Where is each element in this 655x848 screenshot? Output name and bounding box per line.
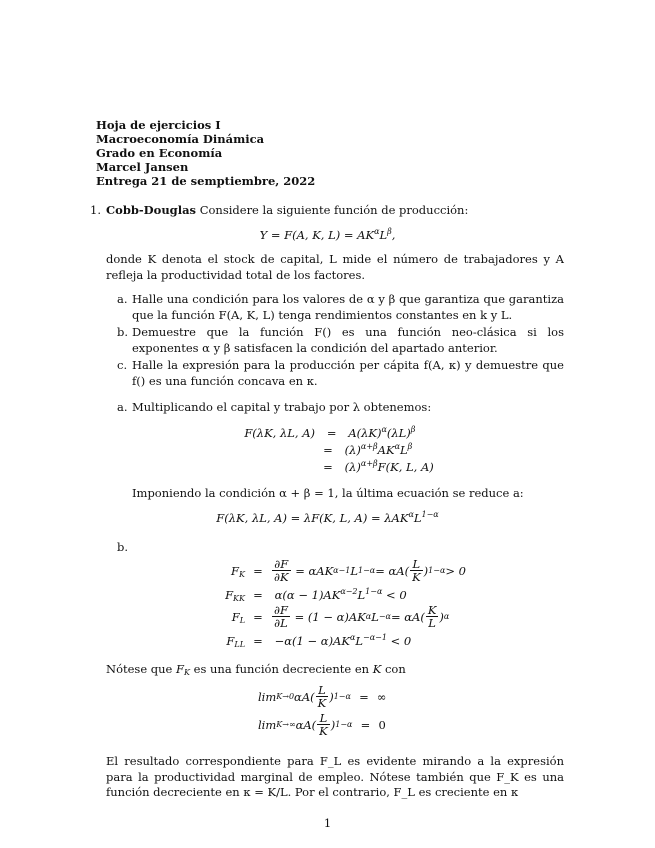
header-title: Hoja de ejercicios I [96,118,221,132]
derivative-FK: $F_K$ = $\frac{\partial F}{\partial K}$ = αAK α−1 L 1−α = αA( $\frac{L}{K}$ ) 1−α > 0 [231,557,466,584]
main-equation: Y = F(A, K, $L) = AK^\alpha L^\beta$, [259,227,396,242]
solution-a-condition: Imponiendo la condición α + β = 1, la última ecuación se reduce a: [132,486,524,500]
limit-1: lim K→0 αA( $\frac{L}{K}$ ) 1−α = ∞ [258,683,387,710]
scaling-eq-row1: F(λK, λL, $A) = A(\lambda K)^\alpha(\lambda L)^\beta$ [215,426,415,440]
exercise-description: donde K denota el stock de capital, L mide el número de trabajadores y A refleja la productividad total de los factores. [106,252,564,282]
derivative-FL: $F_L$ = $\frac{\partial F}{\partial L}$ = (1 − α)AK α L −α = αA( $\frac{K}{L}$ ) α [231,603,450,630]
scaling-eq-row3: = $(\lambda)^{\alpha+\beta}F(K$, L, A) [323,459,434,474]
header-date: Entrega 21 de semptiembre, 2022 [96,174,316,188]
scaling-eq-lhs: F(λK, λL, A) [244,426,315,440]
header-author: Marcel Jansen [96,160,189,174]
solution-a-label: a. [117,400,128,414]
question-c-text: Halle la expresión para la producción per cápita f(A, κ) y demuestre que f() es una función concava en κ. [132,358,564,388]
solution-b-label: b. [117,540,129,554]
limit-2: lim K→∞ αA( $\frac{L}{K}$ ) 1−α = 0 [258,711,386,738]
scaling-eq-r3: $(\lambda)^{\alpha+\beta}F(K$, L, A) [344,459,434,474]
derivative-FKK: $F_{KK} = \alpha(\alpha - 1)AK^{\alpha-2}L^{1-\alpha} < 0$ [225,587,407,603]
question-a-text: Halle una condición para los valores de α y β que garantiza que garantiza que la función F(A, K, L) tenga rendimientos constantes en k y L. [132,292,564,322]
exercise-title: Cobb-Douglas [106,203,197,217]
header-degree: Grado en Economía [96,146,223,160]
question-c-label: c. [117,358,128,372]
scaling-eq-row2: = $(\lambda)^{\alpha+\beta}AK^\alpha L^\beta$ [323,442,413,457]
note-FK: Nótese que $F_K$ es una función decreciente en K con [106,662,406,677]
exercise-number: 1. [90,203,101,217]
reduced-equation: F(λK, λL, A) = λF(K, L, $A) = \lambda AK^\alpha L^{1-\alpha}$ [216,510,439,525]
scaling-eq-r2: $(\lambda)^{\alpha+\beta}AK^\alpha L^\beta$ [344,442,413,457]
exercise-heading [106,203,468,217]
question-b-label: b. [117,325,129,339]
page-number: 1 [323,816,332,830]
derivative-FLL: $F_{LL} = -\alpha(1 - \alpha)AK^\alpha L^{-\alpha-1} < 0$ [226,633,412,649]
question-a-label: a. [117,292,128,306]
solution-a-intro: Multiplicando el capital y trabajo por λ obtenemos: [132,400,432,414]
conclusion-paragraph: El resultado correspondiente para F_L es evidente mirando a la expresión para la productividad marginal de empleo. Nótese también que F_K es una función decreciente en κ = K/L. Por el contrario, F_L es creciente en κ [106,754,564,799]
exercise-intro: Considere la siguiente función de producción: [199,203,469,217]
scaling-eq-r1: $A(\lambda K)^\alpha(\lambda L)^\beta$ [348,425,416,440]
question-b-text: Demuestre que la función F() es una función neo-clásica si los exponentes α y β satisfacen la condición del apartado anterior. [132,325,564,355]
header-course: Macroeconomía Dinámica [96,132,265,146]
